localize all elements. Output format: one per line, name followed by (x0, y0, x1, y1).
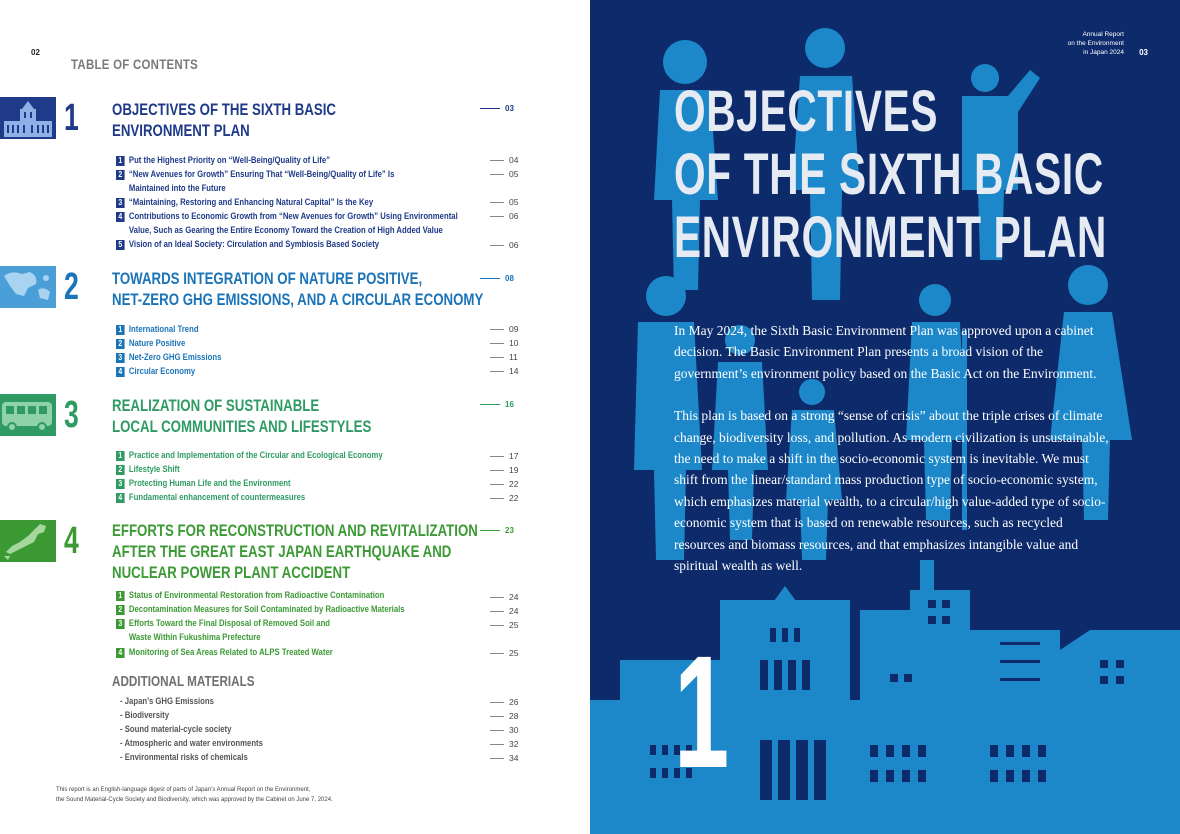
toc-item-4-4-page: 25 (490, 648, 518, 658)
section-2-title[interactable]: TOWARDS INTEGRATION OF NATURE POSITIVE, NET-ZERO GHG EMISSIONS, AND A CIRCULAR ECONOMY (112, 269, 484, 309)
page-number-right: 03 (1139, 48, 1148, 57)
additional-item-atmospheric[interactable]: - Atmospheric and water environments (120, 738, 263, 748)
toc-item-3-4[interactable]: 4 Fundamental enhancement of countermeasures (116, 490, 305, 504)
section-4-title[interactable]: EFFORTS FOR RECONSTRUCTION AND REVITALIZATION AFTER THE GREAT EAST JAPAN EARTHQUAKE AND NUCLEAR POWER PLANT ACCIDENT (112, 521, 478, 582)
section-2-number: 2 (64, 266, 79, 308)
section-4-page: 23 (480, 526, 514, 535)
right-page (590, 0, 1180, 834)
toc-item-3-4-page: 22 (490, 493, 518, 503)
toc-item-1-2-page: 05 (490, 169, 518, 179)
toc-item-4-1-page: 24 (490, 592, 518, 602)
additional-item-chemicals[interactable]: - Environmental risks of chemicals (120, 752, 248, 762)
chapter-title: OBJECTIVES OF THE SIXTH BASIC ENVIRONMENT PLAN (674, 79, 1108, 270)
toc-item-3-1[interactable]: 1 Practice and Implementation of the Circular and Ecological Economy (116, 448, 383, 462)
additional-item-biodiversity[interactable]: - Biodiversity (120, 710, 170, 720)
intro-paragraph-1: In May 2024, the Sixth Basic Environment Plan was approved upon a cabinet decision. The Basic Environment Plan presents a broad vision of the government’s environment policy based on the Basic Act on the Environment. (674, 323, 1097, 381)
toc-item-3-2-page: 19 (490, 465, 518, 475)
globe-map-icon (0, 266, 56, 308)
toc-item-2-4-page: 14 (490, 366, 518, 376)
toc-item-1-3[interactable]: 3 “Maintaining, Restoring and Enhancing Natural Capital” Is the Key (116, 195, 373, 209)
report-header: Annual Report on the Environment in Japan 2024 (1067, 31, 1124, 56)
toc-item-1-5[interactable]: 5 Vision of an Ideal Society: Circulation and Symbiosis Based Society (116, 237, 379, 251)
toc-item-2-3-page: 11 (490, 352, 518, 362)
toc-item-2-4[interactable]: 4 Circular Economy (116, 364, 195, 378)
section-3-number: 3 (64, 394, 79, 436)
toc-item-4-4[interactable]: 4 Monitoring of Sea Areas Related to ALPS Treated Water (116, 645, 333, 659)
toc-item-4-2[interactable]: 2 Decontamination Measures for Soil Contaminated by Radioactive Materials (116, 602, 405, 616)
additional-item-biodiversity-page: 28 (490, 711, 518, 721)
intro-paragraph-2: This plan is based on a strong “sense of crisis” about the triple crises of climate change, biodiversity loss, and pollution. As modern civilization is unsustainable, the need to make a shift in the socio-economic system is inevitable. We must shift from the linear/standard mass production type of socio-economic system, which emphasizes material wealth, to a circular/high value-added type of socio-economic system that is based on renewable resources, such as recycled resources and biomass resources, and that emphasizes intangible value and spiritual wealth as well. (674, 408, 1109, 574)
toc-item-3-2[interactable]: 2 Lifestyle Shift (116, 462, 180, 476)
toc-item-1-1-page: 04 (490, 155, 518, 165)
additional-materials-title: ADDITIONAL MATERIALS (112, 673, 255, 690)
toc-item-4-3-page: 25 (490, 620, 518, 630)
section-1-page: 03 (480, 104, 514, 113)
section-1-title[interactable]: OBJECTIVES OF THE SIXTH BASIC ENVIRONMENT PLAN (112, 100, 336, 140)
toc-item-1-3-page: 05 (490, 197, 518, 207)
toc-item-2-2[interactable]: 2 Nature Positive (116, 336, 185, 350)
chapter-intro-text (674, 320, 1114, 576)
toc-item-3-1-page: 17 (490, 451, 518, 461)
toc-item-1-5-page: 06 (490, 240, 518, 250)
toc-item-4-1[interactable]: 1 Status of Environmental Restoration from Radioactive Contamination (116, 588, 384, 602)
toc-item-4-3[interactable]: 3 Efforts Toward the Final Disposal of Removed Soil and Waste Within Fukushima Prefecture (116, 616, 330, 644)
chapter-number: 1 (674, 622, 730, 801)
footnote: This report is an English-language digest of parts of Japan’s Annual Report on the Environment, the Sound Material-Cycle Society and Biodiversity, which was approved by the Cabinet on June 7, 2024. (56, 787, 333, 803)
additional-item-ghg-page: 26 (490, 697, 518, 707)
section-3-page: 16 (480, 400, 514, 409)
section-1-number: 1 (64, 97, 79, 139)
toc-item-2-2-page: 10 (490, 338, 518, 348)
additional-item-material-cycle[interactable]: - Sound material-cycle society (120, 724, 232, 734)
additional-item-material-cycle-page: 30 (490, 725, 518, 735)
toc-title: TABLE OF CONTENTS (71, 56, 199, 72)
toc-item-1-1[interactable]: 1 Put the Highest Priority on “Well-Being/Quality of Life” (116, 153, 330, 167)
section-2-page: 08 (480, 274, 514, 283)
toc-item-2-1[interactable]: 1 International Trend (116, 322, 199, 336)
toc-item-3-3-page: 22 (490, 479, 518, 489)
additional-item-atmospheric-page: 32 (490, 739, 518, 749)
toc-item-3-3[interactable]: 3 Protecting Human Life and the Environment (116, 476, 291, 490)
toc-item-1-4-page: 06 (490, 211, 518, 221)
bus-icon (0, 394, 56, 436)
additional-item-chemicals-page: 34 (490, 753, 518, 763)
diet-building-icon (0, 97, 56, 139)
toc-item-2-1-page: 09 (490, 324, 518, 334)
page-number-left: 02 (31, 48, 40, 57)
japan-map-icon (0, 520, 56, 562)
toc-item-4-2-page: 24 (490, 606, 518, 616)
toc-item-1-2[interactable]: 2 “New Avenues for Growth” Ensuring That “Well-Being/Quality of Life” Is Maintained into the Future (116, 167, 394, 195)
toc-item-2-3[interactable]: 3 Net-Zero GHG Emissions (116, 350, 221, 364)
section-3-title[interactable]: REALIZATION OF SUSTAINABLE LOCAL COMMUNITIES AND LIFESTYLES (112, 396, 372, 436)
additional-item-ghg[interactable]: - Japan’s GHG Emissions (120, 696, 214, 706)
section-4-number: 4 (64, 520, 79, 562)
toc-item-1-4[interactable]: 4 Contributions to Economic Growth from “New Avenues for Growth” Using Environmental Value, Such as Gearing the Entire Economy Toward the Creation of High Added Value (116, 209, 458, 237)
